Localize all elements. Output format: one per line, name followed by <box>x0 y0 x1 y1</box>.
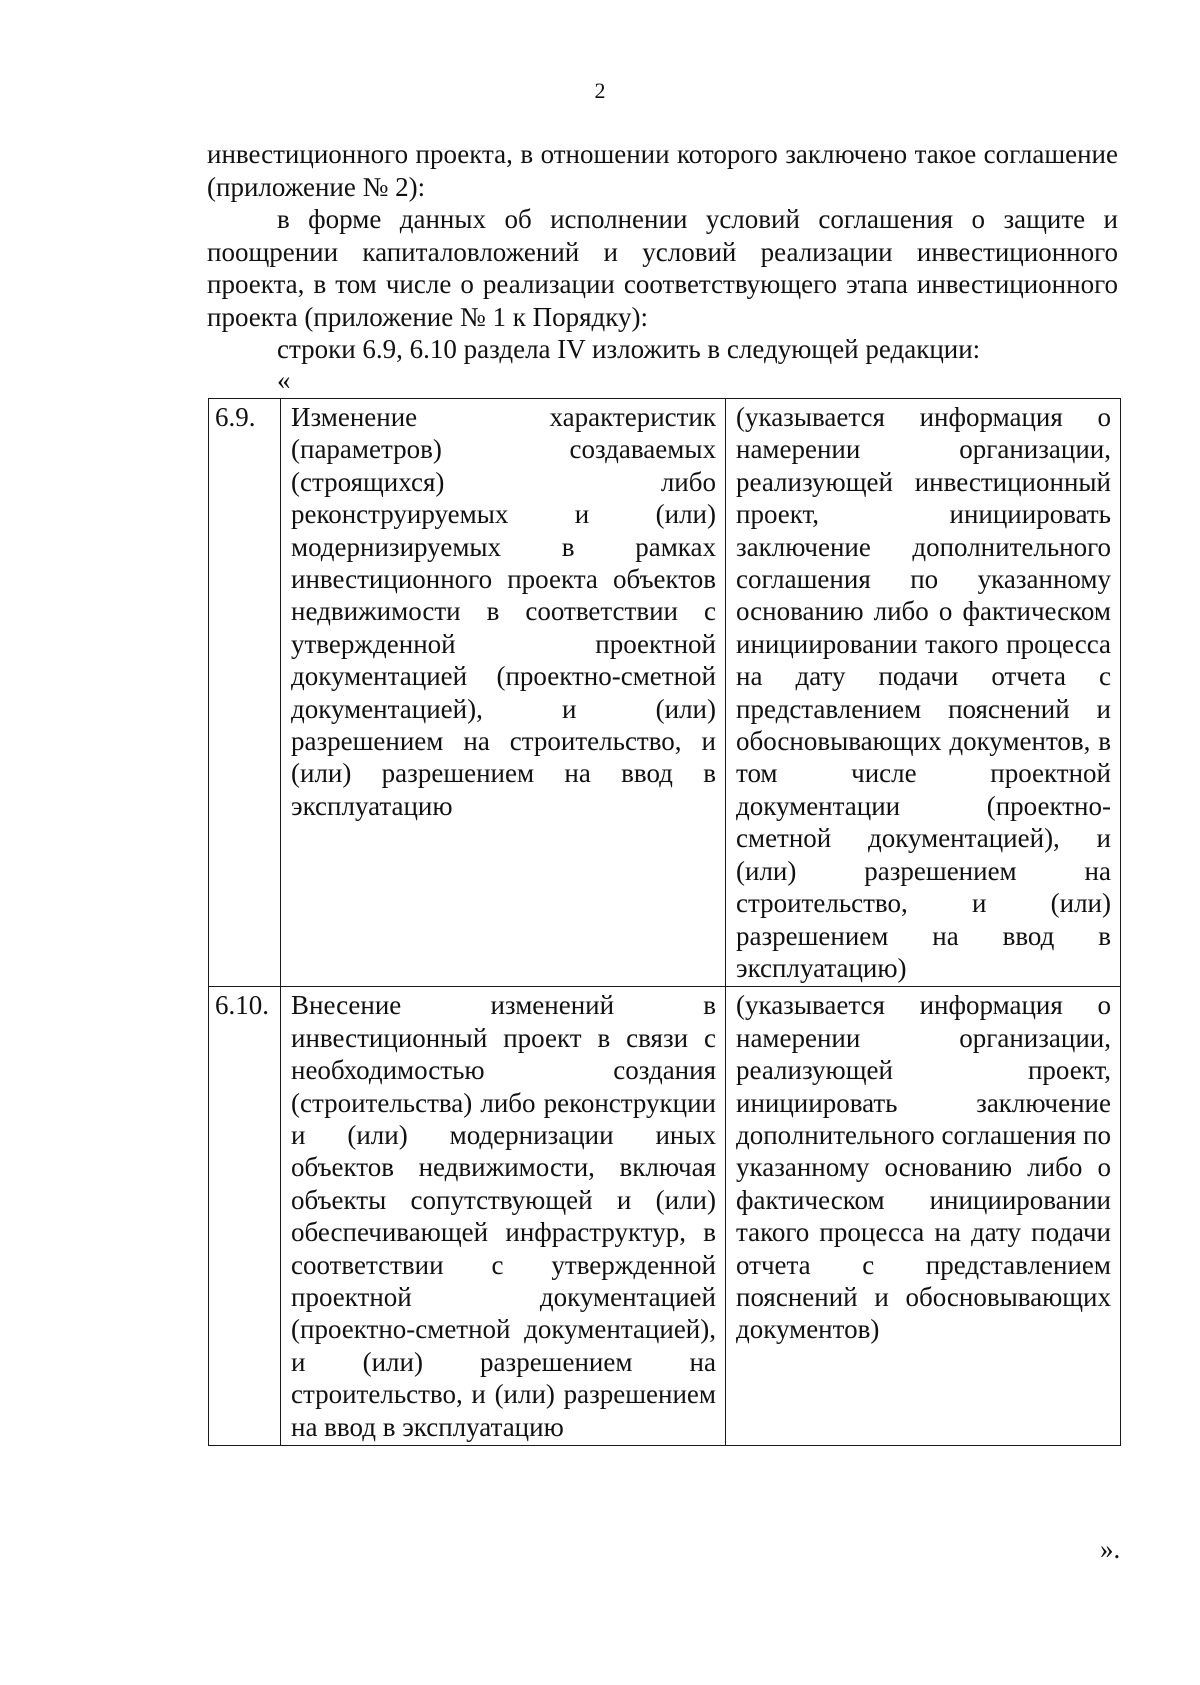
paragraph-rows-amendment: строки 6.9, 6.10 раздела IV изложить в следующей редакции: <box>277 334 981 364</box>
row-indicator-content: (указывается информация о намерении организации, реализующей проект, инициировать заключение дополнительного соглашения по указанному основанию либо о фактическом инициировании такого процесса на дату подачи отчета с представлением пояснений и обосновывающих документов) <box>726 987 1121 1446</box>
amendment-table <box>208 398 1121 1446</box>
closing-quote: ». <box>1100 1534 1121 1564</box>
paragraph-continuation: инвестиционного проекта, в отношении которого заключено такое соглашение (приложение № 2): <box>207 139 1118 202</box>
row-number: 6.9. <box>209 399 281 987</box>
table-row <box>209 399 1121 987</box>
table-row <box>209 987 1121 1446</box>
paragraph-form-data: в форме данных об исполнении условий соглашения о защите и поощрении капиталовложений и условий реализации инвестиционного проекта, в том числе о реализации соответствующего этапа инвестиционного проекта (приложение № 1 к Порядку): <box>207 204 1118 332</box>
row-indicator-name: Внесение изменений в инвестиционный проект в связи с необходимостью создания (строительства) либо реконструкции и (или) модернизации иных объектов недвижимости, включая объекты сопутствующей и (или) обеспечивающей инфраструктур, в соответствии с утвержденной проектной документацией (проектно-сметной документацией), и (или) разрешением на строительство, и (или) разрешением на ввод в эксплуатацию <box>281 987 726 1446</box>
page-number: 2 <box>594 78 606 103</box>
row-indicator-name: Изменение характеристик (параметров) создаваемых (строящихся) либо реконструируемых и (или) модернизируемых в рамках инвестиционного проекта объектов недвижимости в соответствии с утвержденной проектной документацией (проектно-сметной документацией), и (или) разрешением на строительство, и (или) разрешением на ввод в эксплуатацию <box>281 399 726 987</box>
row-number: 6.10. <box>209 987 281 1446</box>
body-text <box>207 138 1118 366</box>
opening-quote: « <box>277 365 291 395</box>
row-indicator-content: (указывается информация о намерении организации, реализующей инвестиционный проект, инициировать заключение дополнительного соглашения по указанному основанию либо о фактическом инициировании такого процесса на дату подачи отчета с представлением пояснений и обосновывающих документов, в том числе проектной документации (проектно-сметной документацией), и (или) разрешением на строительство, и (или) разрешением на ввод в эксплуатацию) <box>726 399 1121 987</box>
